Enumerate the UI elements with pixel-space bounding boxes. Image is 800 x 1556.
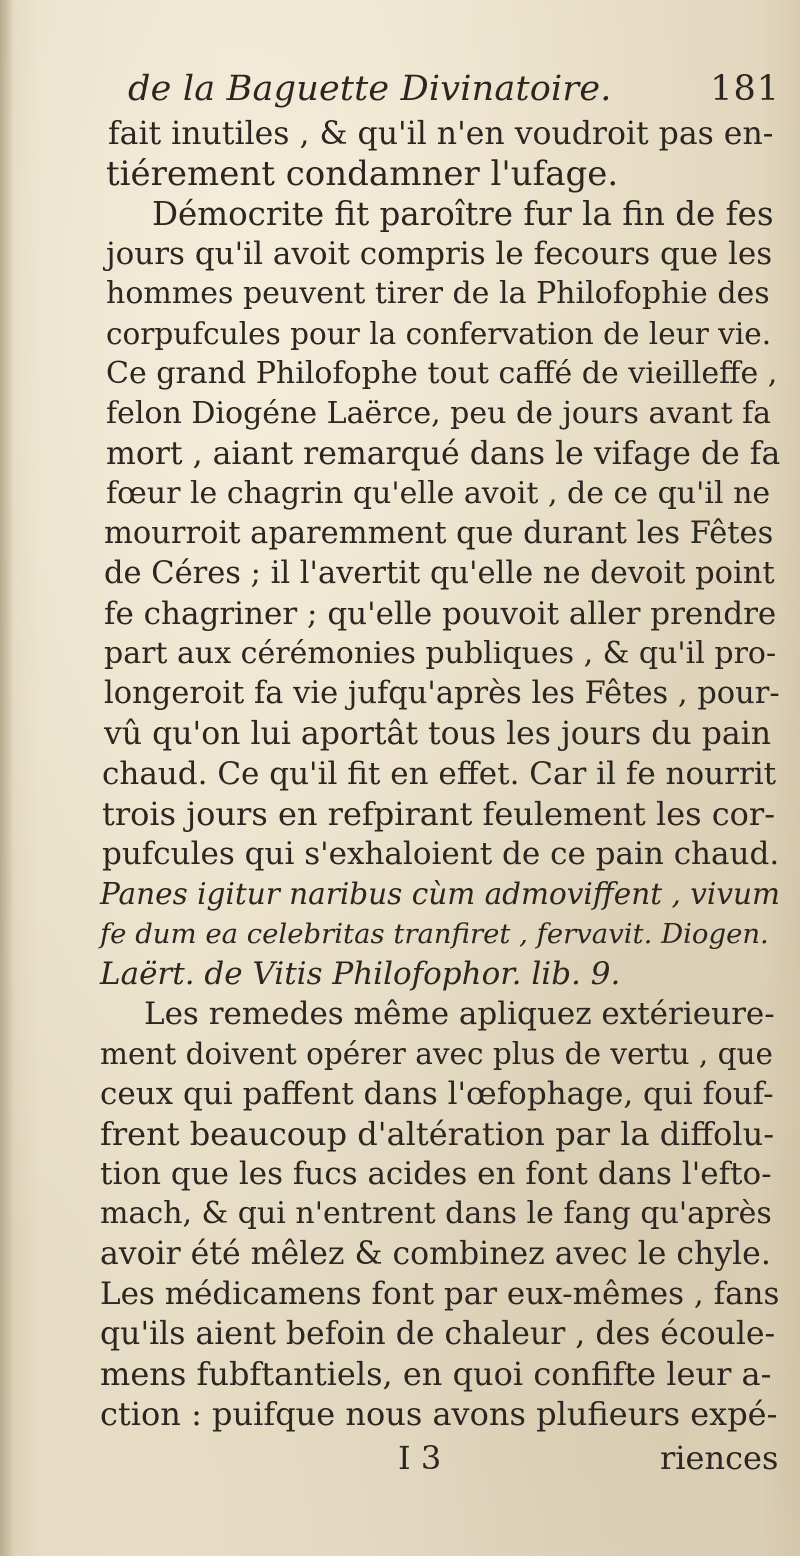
text-line: mens fubftantiels, en quoi confifte leur a- xyxy=(100,1355,772,1393)
text-line: mourroit aparemment que durant les Fêtes xyxy=(104,516,774,551)
latin-quotation-line: fe dum ea celebritas tranfiret , fervavit. Diogen. xyxy=(100,918,769,950)
text-line: longeroit fa vie jufqu'après les Fêtes , pour- xyxy=(104,676,780,711)
text-line: frent beaucoup d'altération par la diffolu- xyxy=(100,1115,775,1153)
latin-quotation-line: Panes igitur naribus cùm admoviffent , vivum xyxy=(100,877,780,911)
text-line: felon Diogéne Laërce, peu de jours avant fa xyxy=(106,396,772,431)
text-line: pufcules qui s'exhaloient de ce pain chaud. xyxy=(102,836,780,872)
paragraph-start-line: Les remedes même apliquez extérieure- xyxy=(144,996,775,1032)
page-gutter-shadow xyxy=(0,0,14,1556)
page-footer xyxy=(0,1436,800,1480)
running-header xyxy=(128,66,780,112)
text-line: tiérement condamner l'ufage. xyxy=(106,154,619,194)
signature-mark: I 3 xyxy=(398,1439,442,1477)
citation-line: Laërt. de Vitis Philofophor. lib. 9. xyxy=(100,956,621,992)
page-number: 181 xyxy=(710,69,780,109)
text-line: fœur le chagrin qu'elle avoit , de ce qu'il ne xyxy=(106,476,771,511)
catchword: riences xyxy=(660,1439,779,1477)
text-line: part aux cérémonies publiques , & qu'il pro- xyxy=(104,636,777,671)
text-line: ceux qui paffent dans l'œfophage, qui fouf- xyxy=(100,1076,774,1112)
text-line: mach, & qui n'entrent dans le fang qu'après xyxy=(100,1196,772,1231)
text-line: de Céres ; il l'avertit qu'elle ne devoit point xyxy=(104,556,775,591)
text-line: chaud. Ce qu'il fit en effet. Car il fe nourrit xyxy=(102,756,777,792)
text-line: ction : puifque nous avons plufieurs expé- xyxy=(100,1395,778,1433)
text-line: avoir été mêlez & combinez avec le chyle. xyxy=(100,1236,771,1272)
text-line: mort , aiant remarqué dans le vifage de fa xyxy=(106,436,781,472)
text-line: hommes peuvent tirer de la Philofophie des xyxy=(106,276,770,311)
text-line: qu'ils aient befoin de chaleur , des écoule- xyxy=(100,1316,776,1352)
text-line: jours qu'il avoit compris le fecours que les xyxy=(106,236,773,272)
paragraph-start-line: Démocrite fit paroître fur la fin de fes xyxy=(152,195,774,233)
text-line: ment doivent opérer avec plus de vertu , que xyxy=(100,1037,773,1071)
text-line: vû qu'on lui aportât tous les jours du pain xyxy=(104,716,772,752)
running-title: de la Baguette Divinatoire. xyxy=(128,69,612,109)
text-line: fe chagriner ; qu'elle pouvoit aller prendre xyxy=(104,596,777,632)
text-line: tion que les fucs acides en font dans l'efto- xyxy=(100,1156,772,1192)
text-line: Les médicamens font par eux-mêmes , fans xyxy=(100,1276,780,1312)
text-line: trois jours en refpirant feulement les cor- xyxy=(102,795,776,833)
text-line: Ce grand Philofophe tout caffé de vieilleffe , xyxy=(106,356,778,391)
text-line: fait inutiles , & qu'il n'en voudroit pas en- xyxy=(108,116,774,152)
text-line: corpufcules pour la confervation de leur vie. xyxy=(106,317,772,351)
